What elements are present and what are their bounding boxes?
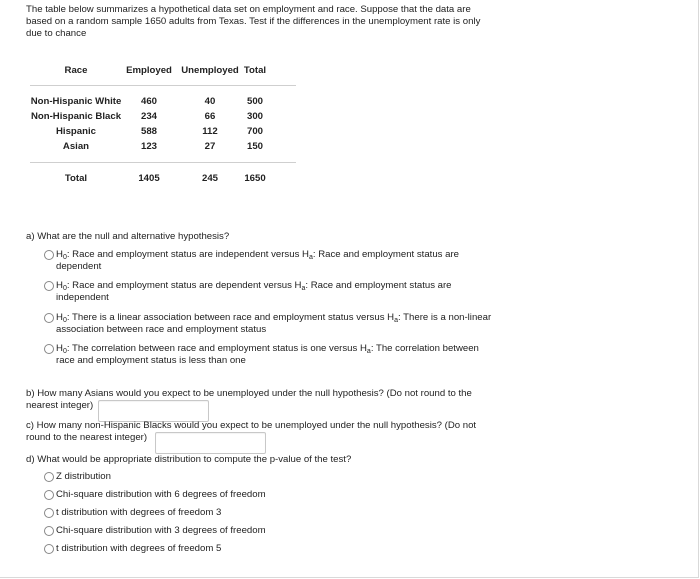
intro-line: based on a random sample 1650 adults from Texas. Test if the differences in the unemployment rate is only xyxy=(26,16,481,27)
ha-subscript: a xyxy=(308,254,313,261)
cell-employed: 460 xyxy=(140,96,157,107)
header-employed: Employed xyxy=(126,65,172,76)
table-row xyxy=(28,141,298,153)
option-text-part: : The correlation between race and employment status is one versus H xyxy=(66,343,367,354)
total-unemployed: 245 xyxy=(201,173,218,184)
ha-subscript: a xyxy=(301,285,306,292)
ha-subscript: a xyxy=(394,317,398,324)
cell-unemployed: 66 xyxy=(204,111,216,122)
option-text-part: : Race and employment status are dependent versus H xyxy=(66,280,302,291)
intro-line: due to chance xyxy=(26,28,87,39)
cell-unemployed: 40 xyxy=(204,96,216,107)
question-b-line2: nearest integer) xyxy=(26,400,94,411)
cell-employed: 234 xyxy=(140,111,157,122)
h0-symbol: H xyxy=(56,312,63,323)
radio-button[interactable] xyxy=(44,544,54,554)
option-label: t distribution with degrees of freedom 5 xyxy=(56,543,222,554)
table-divider-top xyxy=(30,85,296,86)
total-label: Total xyxy=(64,173,88,184)
cell-employed: 588 xyxy=(140,126,157,137)
cell-total: 150 xyxy=(246,141,263,152)
cell-total: 700 xyxy=(246,126,263,137)
option-text xyxy=(56,280,496,304)
header-race: Race xyxy=(64,65,88,76)
option-text-part: : Race and employment status are xyxy=(305,280,452,291)
question-d-prompt: d) What would be appropriate distribution to compute the p-value of the test? xyxy=(26,454,352,465)
option-text-part: : The correlation between xyxy=(370,343,479,354)
option-label: t distribution with degrees of freedom 3 xyxy=(56,507,222,518)
cell-unemployed: 27 xyxy=(204,141,216,152)
cell-total: 500 xyxy=(246,96,263,107)
option-text-part: : There is a non-linear xyxy=(398,312,492,323)
option-text-line2: dependent xyxy=(56,261,102,272)
header-unemployed: Unemployed xyxy=(181,65,239,76)
radio-button[interactable] xyxy=(44,344,54,354)
total-total: 1650 xyxy=(244,173,266,184)
intro-line: The table below summarizes a hypothetical data set on employment and race. Suppose that the data are xyxy=(26,4,471,15)
question-c-line2: round to the nearest integer) xyxy=(26,432,148,443)
h0-subscript: 0 xyxy=(62,317,67,324)
cell-race: Non-Hispanic White xyxy=(30,96,122,107)
radio-button[interactable] xyxy=(44,472,54,482)
intro-text xyxy=(26,4,496,40)
option-text-line2: association between race and employment status xyxy=(56,324,267,335)
table-total-row xyxy=(28,173,298,185)
question-b-line1: b) How many Asians would you expect to be unemployed under the null hypothesis? (Do not round to the xyxy=(26,388,472,399)
option-label: Chi-square distribution with 3 degrees of freedom xyxy=(56,525,266,536)
h0-symbol: H xyxy=(56,280,63,291)
question-a-prompt: a) What are the null and alternative hypothesis? xyxy=(26,231,230,242)
blacks-unemployed-input[interactable] xyxy=(155,432,266,454)
radio-button[interactable] xyxy=(44,250,54,260)
ha-subscript: a xyxy=(366,348,371,355)
table-header-row xyxy=(28,65,298,77)
h0-subscript: 0 xyxy=(62,348,67,355)
option-text-part: : Race and employment status are xyxy=(312,249,459,260)
header-total: Total xyxy=(243,65,267,76)
question-c xyxy=(26,420,506,444)
total-employed: 1405 xyxy=(138,173,160,184)
h0-symbol: H xyxy=(56,343,63,354)
table-row xyxy=(28,111,298,123)
radio-button[interactable] xyxy=(44,526,54,536)
radio-button[interactable] xyxy=(44,313,54,323)
cell-employed: 123 xyxy=(140,141,157,152)
option-text xyxy=(56,312,516,336)
option-label: Chi-square distribution with 6 degrees of freedom xyxy=(56,489,266,500)
cell-unemployed: 112 xyxy=(202,126,218,137)
radio-button[interactable] xyxy=(44,508,54,518)
option-label: Z distribution xyxy=(56,471,111,482)
table-row xyxy=(28,126,298,138)
table-row xyxy=(28,96,298,108)
cell-race: Hispanic xyxy=(56,126,96,137)
cell-race: Non-Hispanic Black xyxy=(30,111,122,122)
option-text xyxy=(56,249,496,273)
radio-button[interactable] xyxy=(44,490,54,500)
cell-total: 300 xyxy=(246,111,263,122)
h0-symbol: H xyxy=(56,249,63,260)
radio-button[interactable] xyxy=(44,281,54,291)
option-text-line2: independent xyxy=(56,292,109,303)
option-text-part: : Race and employment status are independent versus H xyxy=(66,249,309,260)
h0-subscript: 0 xyxy=(62,285,67,292)
h0-subscript: 0 xyxy=(62,254,67,261)
asians-unemployed-input[interactable] xyxy=(98,400,209,422)
option-text xyxy=(56,343,516,367)
option-text-line2: race and employment status is less than one xyxy=(56,355,246,366)
option-text-part: : There is a linear association between race and employment status versus H xyxy=(66,312,395,323)
cell-race: Asian xyxy=(62,141,90,152)
question-c-line1: c) How many non-Hispanic Blacks would you expect to be unemployed under the null hypothesis? (Do not xyxy=(26,420,477,431)
table-divider-bottom xyxy=(30,162,296,163)
